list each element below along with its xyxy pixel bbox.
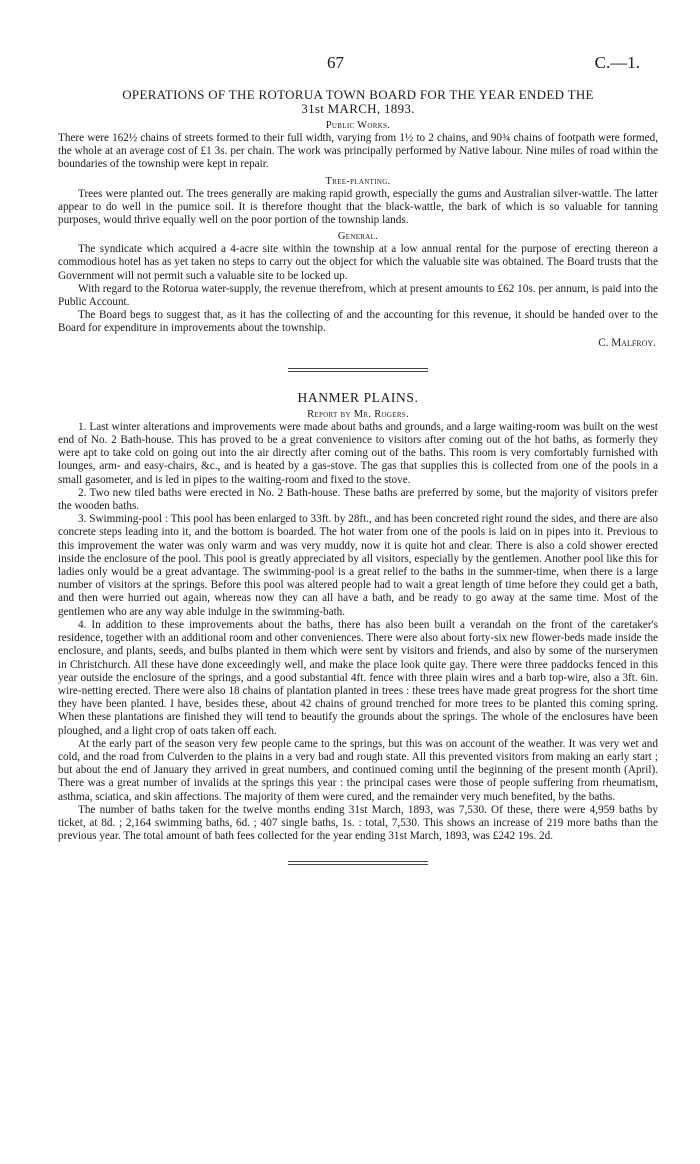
hanmer-paragraph-5: At the early part of the season very few people came to the springs, but this was on account of the weather. It was very wet and cold, and the road from Culverden to the plains in a very bad and rough state. All this prevented visitors from making an early start ; but about the end of January they arrived in great numbers, and continued coming until the beginning of the present month (April). There was a great number of invalids at the springs this year : the principal cases were those of people suffering from rheumatism, asthma, sciatica, and skin affections. The majority of them were cured, and the remainder very much benefited, by the baths. [58, 737, 658, 803]
tree-planting-heading: Tree-planting. [325, 175, 391, 187]
page-content [58, 88, 658, 883]
rotorua-title-line1: OPERATIONS OF THE ROTORUA TOWN BOARD FOR THE YEAR ENDED THE [122, 87, 594, 102]
page-header [0, 53, 700, 78]
general-paragraph-3: The Board begs to suggest that, as it has the collecting of and the accounting for this revenue, it should be handed over to the Board for expenditure in improvements about the township. [58, 309, 658, 335]
document-code: C.—1. [594, 53, 640, 72]
general-paragraph-2: With regard to the Rotorua water-supply, the revenue therefrom, which at present amounts to £62 10s. per annum, is paid into the Public Account. [58, 282, 658, 309]
hanmer-paragraph-1: 1. Last winter alterations and improvements were made about baths and grounds, and a large waiting-room was built on the west end of No. 2 Bath-house. This has proved to be a great convenience to visitors after coming out of the hot baths, as formerly they were apt to take cold on going out into the air directly after coming out of the baths. This room is very comfortably furnished with lounges, arm- and easy-chairs, &c., and is heated by a gas-stove. The gas that supplies this is collected from one of the pools in a small gasometer, and is led in pipes to the waiting-room and fixed to the stove. [58, 420, 658, 486]
section-divider [288, 368, 428, 372]
public-works-paragraph: There were 162½ chains of streets formed to their full width, varying from 1½ to 2 chains, and 90¾ chains of footpath were formed, the whole at an average cost of £1 3s. per chain. The work was principally performed by Native labour. Nine miles of road within the boundaries of the township were kept in repair. [58, 132, 658, 171]
page-number: 67 [327, 53, 344, 72]
hanmer-paragraph-2: 2. Two new tiled baths were erected in No. 2 Bath-house. These baths are preferred by some, but the majority of visitors prefer the wooden baths. [58, 486, 658, 513]
end-divider [288, 861, 428, 865]
general-heading: General. [337, 231, 379, 243]
signature: C. Malfroy. [598, 336, 656, 349]
public-works-heading: Public Works. [325, 120, 391, 131]
hanmer-paragraph-3: 3. Swimming-pool : This pool has been enlarged to 33ft. by 28ft., and has been concreted right round the sides, and there are also concrete steps leading into it, and the bottom is boarded. The hot water from one of the pools is laid on in pipes into it. Previous to this improvement the water was only warm and was very muddy, now it is quite hot and clear. There is also a cold shower erected inside the enclosure of the pool. This pool is greatly appreciated by all visitors, especially by the gentlemen. Another pool like this for ladies only would be a great advantage. The swimming-pool is a great relief to the baths in the summer-time, when there is a large number of visitors at the springs. Before this pool was altered people had to wait a great length of time before they could get a bath, and then were hurried out again, whereas now they can all have a bath, and be ready to go away at the same time. Most of the gentlemen who are any way able indulge in the swimming-bath. [58, 513, 658, 618]
rotorua-title-line2: 31st MARCH, 1893. [301, 101, 415, 116]
hanmer-subtitle: Report by Mr. Rogers. [307, 408, 409, 420]
tree-planting-paragraph: Trees were planted out. The trees generally are making rapid growth, especially the gums and Australian silver-wattle. The latter appear to do well in the pumice soil. It is therefore thought that the black-wattle, the bark of which is so valuable for tanning purposes, would thrive equally well on the poor portion of the township lands. [58, 187, 658, 227]
hanmer-paragraph-6: The number of baths taken for the twelve months ending 31st March, 1893, was 7,530. Of these, there were 4,959 baths by ticket, at 8d. ; 2,164 swimming baths, 6d. ; 407 single baths, 1s. : total, 7,530. This shows an increase of 219 more baths than the previous year. The total amount of bath fees collected for the year ending 31st March, 1893, was £242 19s. 2d. [58, 803, 658, 843]
hanmer-paragraph-4: 4. In addition to these improvements about the baths, there has also been built a verandah on the front of the caretaker's residence, together with an additional room and other conveniences. There were also about forty-six new flower-beds made inside the enclosure, and plants, seeds, and bulbs planted in them which were sent by visitors and friends, and also by some of the nurserymen in Christchurch. All these have done exceedingly well, and make the place look quite gay. There were three paddocks fenced in this year outside the enclosure of the springs, and a good substantial 4ft. fence with three plain wires and a barb top-wire, also a 3ft. 6in. wire-netting erected. There were also 18 chains of plantation planted in trees : these trees have made great progress for the short time they have been planted. I have, besides these, about 42 chains of ground trenched for more trees to be planted this coming spring. When these plantations are finished they will tend to beautify the grounds about the springs. The whole of the enclosures have been ploughed, and a light crop of oats taken off each. [58, 618, 658, 737]
general-paragraph-1: The syndicate which acquired a 4-acre site within the township at a low annual rental for the purpose of erecting thereon a commodious hotel has as yet taken no steps to carry out the object for which the valuable site was obtained. The Board trusts that the Government will not permit such a valuable site to be locked up. [58, 243, 658, 282]
hanmer-title: HANMER PLAINS. [297, 389, 419, 405]
